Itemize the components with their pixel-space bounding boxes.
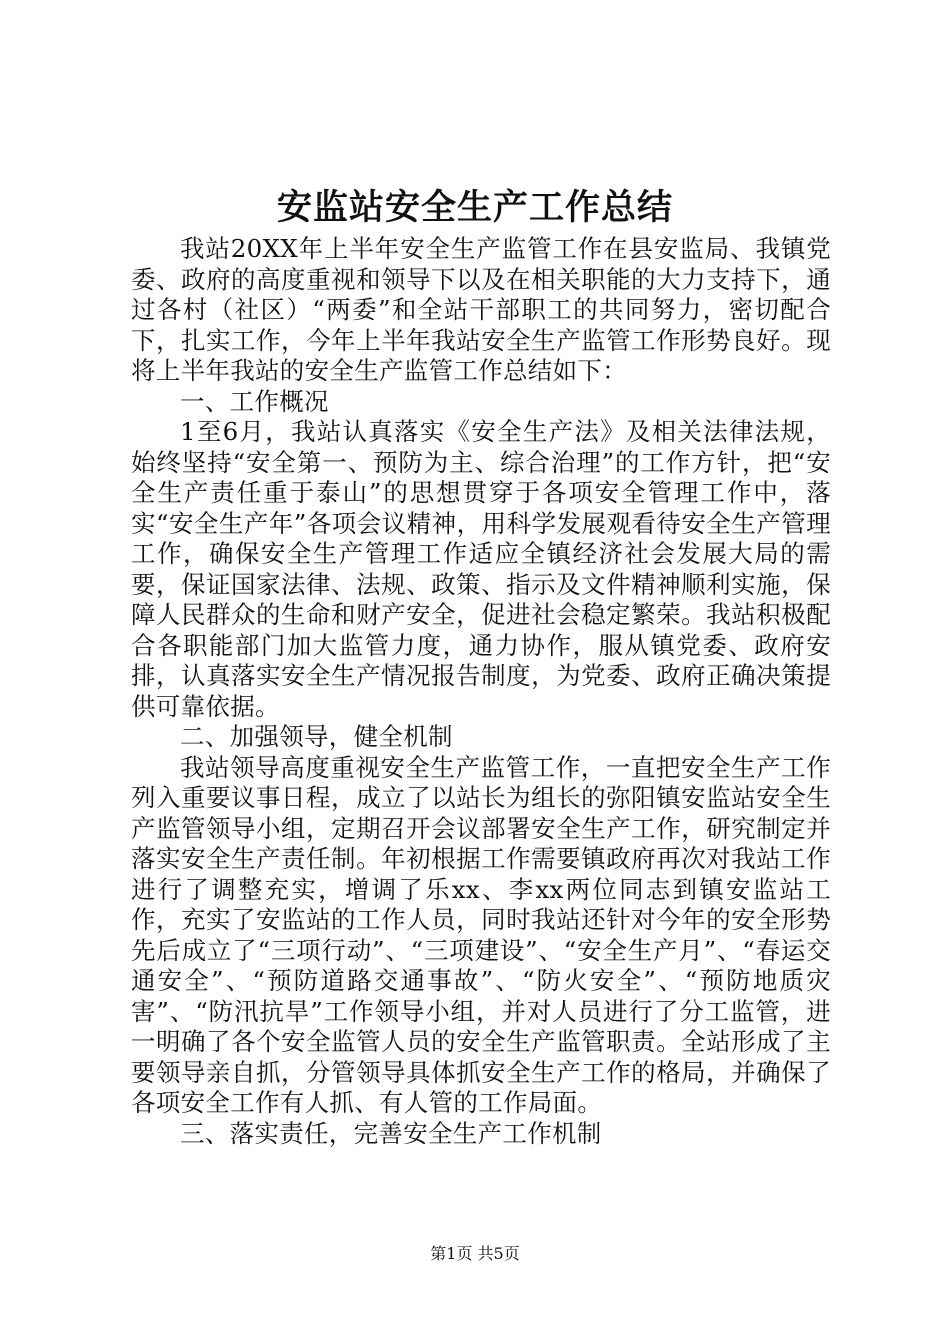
document-title: 安监站安全生产工作总结 [276, 187, 673, 228]
leadership-paragraph: 我站领导高度重视安全生产监管工作，一直把安全生产工作列入重要议事日程，成立了以站长为组长的弥阳镇安监站安全生产监管领导小组，定期召开会议部署安全生产工作，研究制定并落实安全生产责任制。年初根据工作需要镇政府再次对我站工作进行了调整充实，增调了乐xx、李xx两位同志到镇安监站工作，充实了安监站的工作人员，同时我站还针对今年的安全形势先后成立了“三项行动”、“三项建设”、“安全生产月”、“春运交通安全”、“预防道路交通事故”、“防火安全”、“预防地质灾害”、“防汛抗旱”工作领导小组，并对人员进行了分工监管，进一明确了各个安全监管人员的安全生产监管职责。全站形成了主要领导亲自抓，分管领导具体抓安全生产工作的格局，并确保了各项安全工作有人抓、有人管的工作局面。 [131, 752, 831, 1117]
section-heading-leadership: 二、加强领导，健全机制 [180, 722, 453, 751]
intro-paragraph: 我站20XX年上半年安全生产监管工作在县安监局、我镇党委、政府的高度重视和领导下以及在相关职能的大力支持下，通过各村（社区）“两委”和全站干部职工的共同努力，密切配合下，扎实工作，今年上半年我站安全生产监管工作形势良好。现将上半年我站的安全生产监管工作总结如下： [131, 234, 832, 385]
page-number-footer: 第1页 共5页 [430, 1244, 520, 1263]
overview-paragraph: 1至6月，我站认真落实《安全生产法》及相关法律法规，始终坚持“安全第一、预防为主、综合治理”的工作方针，把“安全生产责任重于泰山”的思想贯穿于各项安全管理工作中，落实“安全生产年”各项会议精神，用科学发展观看待安全生产管理工作，确保安全生产管理工作适应全镇经济社会发展大局的需要，保证国家法律、法规、政策、指示及文件精神顺利实施，保障人民群众的生命和财产安全，促进社会稳定繁荣。我站积极配合各职能部门加大监管力度，通力协作，服从镇党委、政府安排，认真落实安全生产情况报告制度，为党委、政府正确决策提供可靠依据。 [131, 417, 831, 721]
section-heading-responsibility: 三、落实责任，完善安全生产工作机制 [180, 1118, 602, 1148]
section-heading-overview: 一、工作概况 [180, 386, 329, 416]
document-body [131, 234, 831, 1149]
